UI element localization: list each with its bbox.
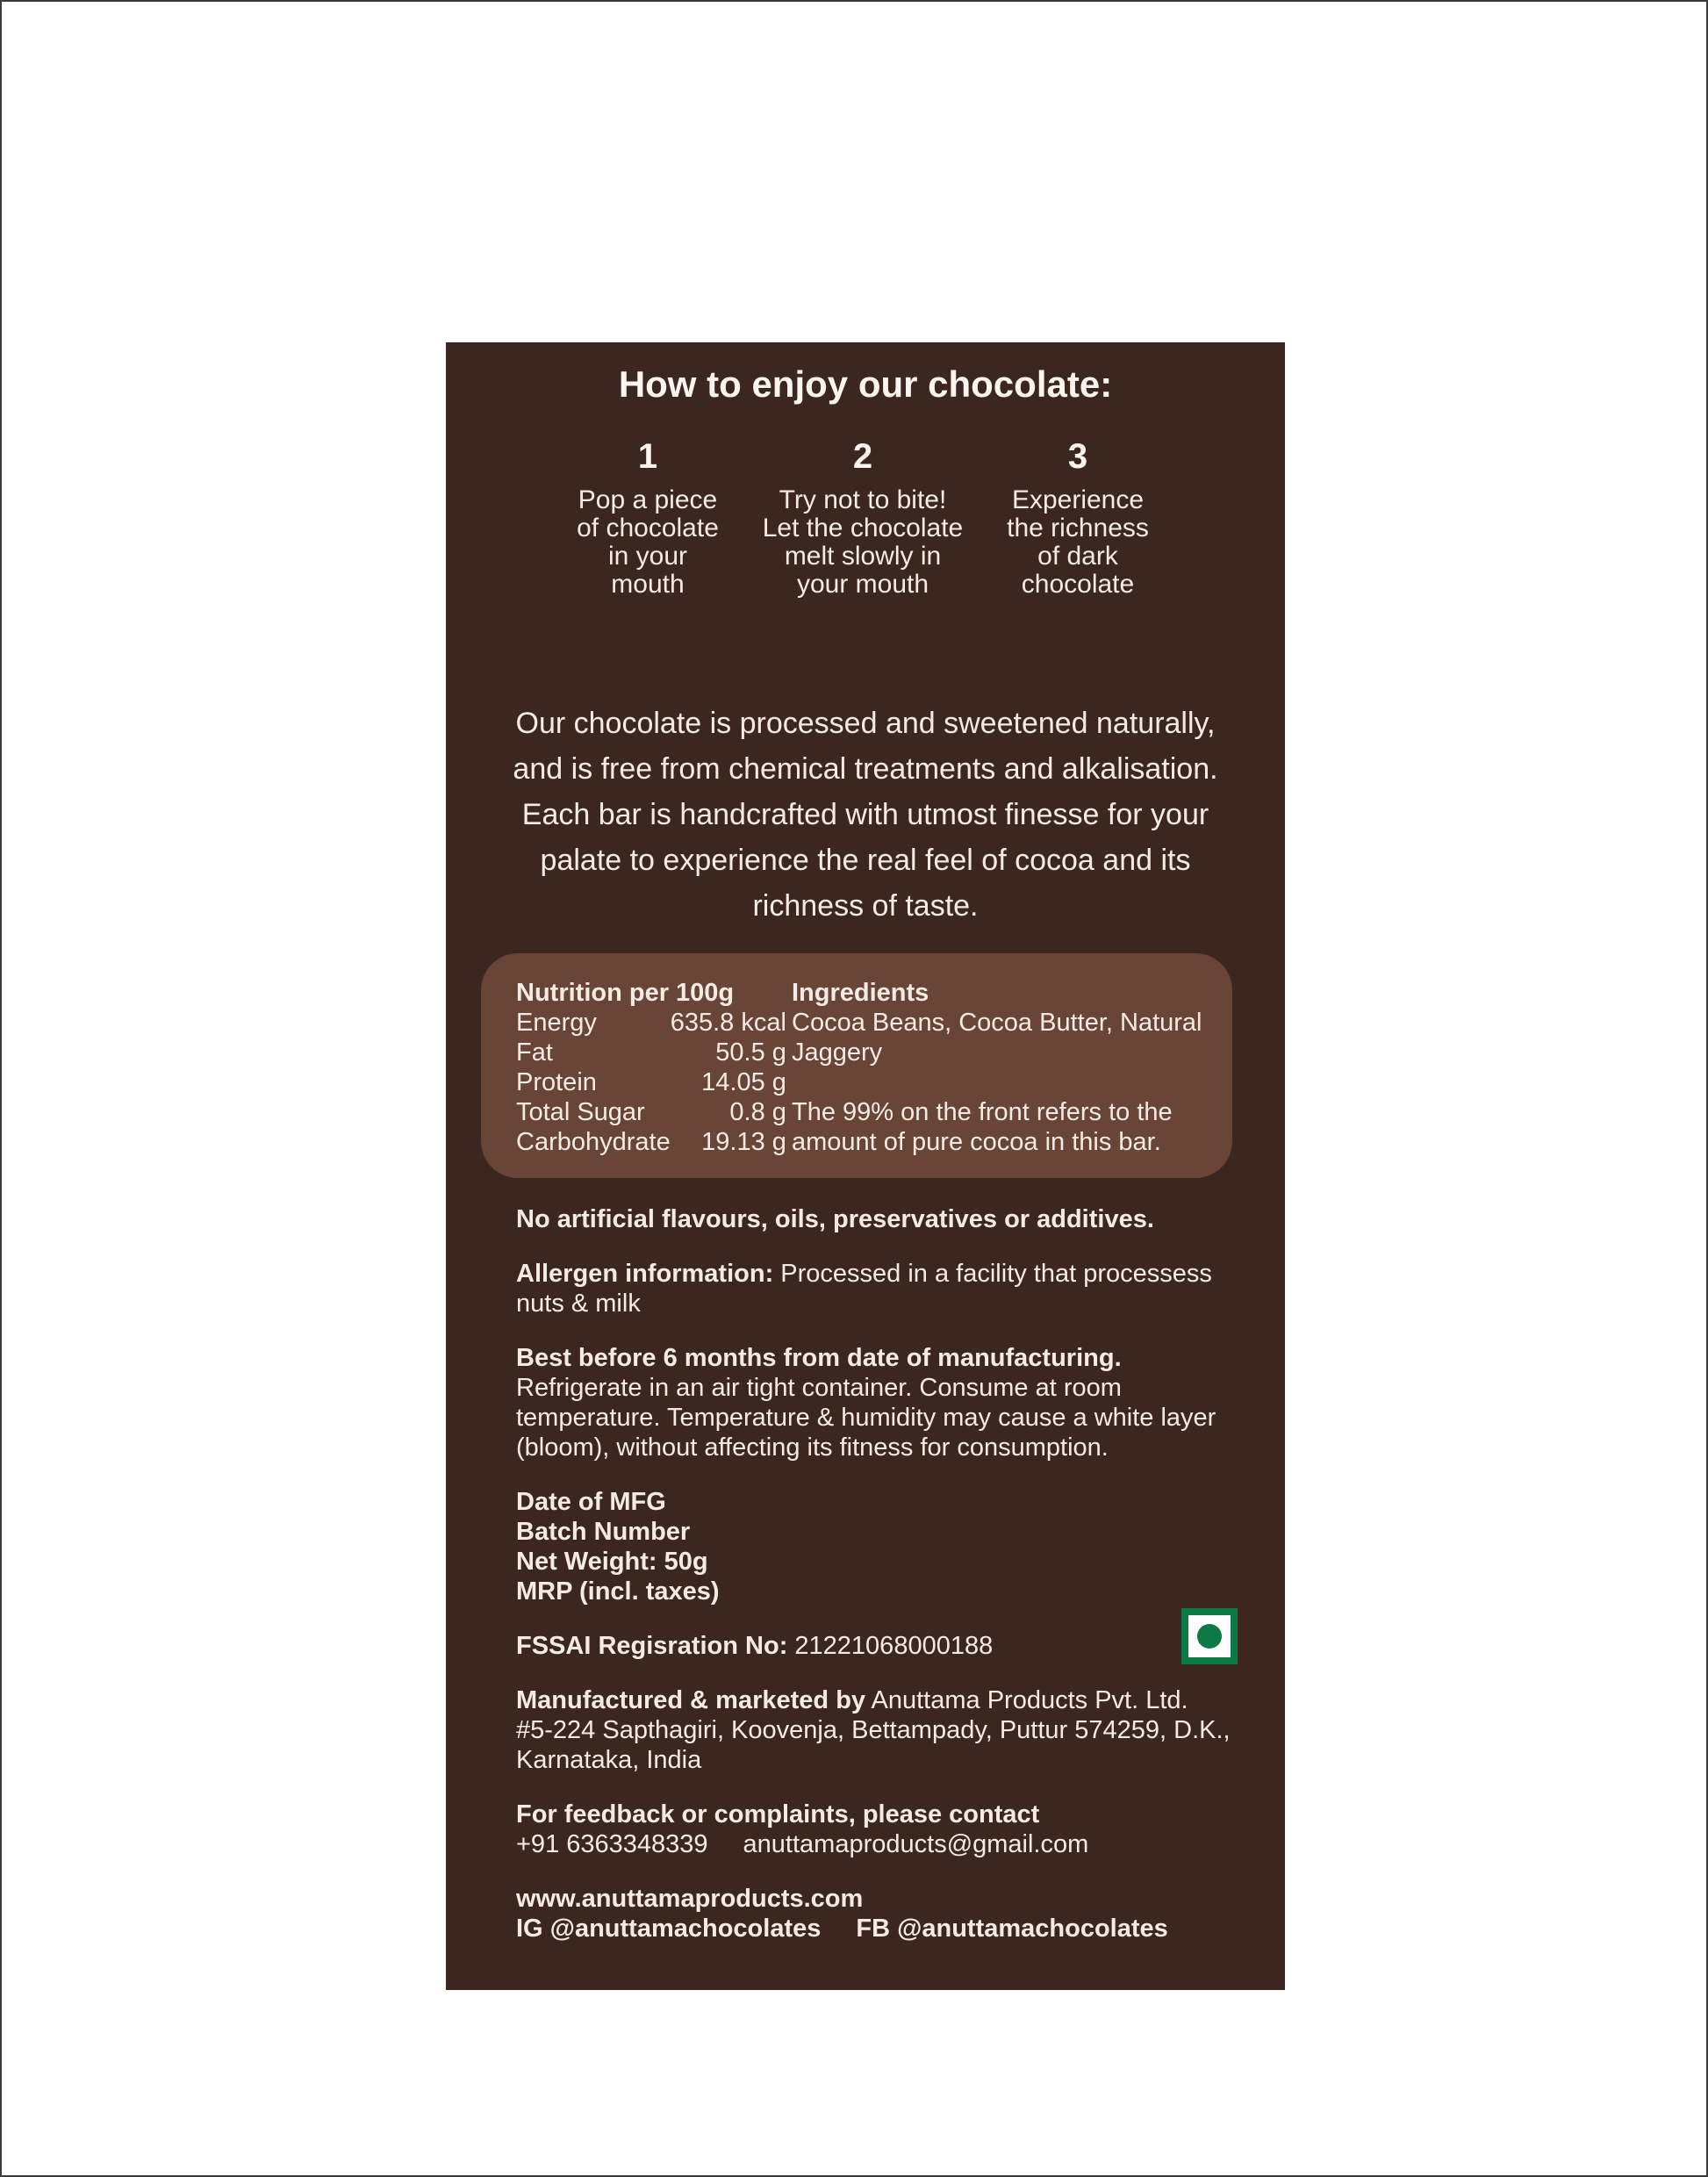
step-number: 2 [852,437,873,476]
fssai-label: FSSAI Regisration No: [516,1632,788,1660]
product-info [516,1204,1253,1968]
manufacturer-label: Manufactured & marketed by [516,1686,866,1714]
ingredients-title: Ingredients [792,979,929,1007]
allergen-info [516,1259,1253,1318]
nutrition-row [516,1038,786,1067]
fssai-info [516,1631,1253,1661]
step-text: Try not to bite! Let the chocolate melt slowly in your mouth [762,485,964,599]
label-panel [446,342,1285,1990]
fssai-number: 21221068000188 [787,1632,994,1660]
nutrition-row [516,1097,786,1127]
allergen-label: Allergen information: [516,1260,774,1288]
no-artificial-statement: No artificial flavours, oils, preservatives or additives. [516,1205,1154,1233]
ingredients-text: Cocoa Beans, Cocoa Butter, Natural Jaggery [792,1009,1202,1067]
mrp-label: MRP (incl. taxes) [516,1577,720,1606]
step-text: Pop a piece of chocolate in your mouth [577,485,719,599]
manufacturer-info [516,1685,1253,1775]
nutrient-label: Fat [516,1038,553,1067]
contact-title: For feedback or complaints, please contact [516,1800,1040,1829]
step-3 [964,434,1192,599]
mfg-date-label: Date of MFG [516,1488,666,1516]
packaging-details [516,1487,1253,1606]
step-text: Experience the richness of dark chocolate [1007,485,1149,599]
best-before-title: Best before 6 months from date of manufacturing. [516,1344,1122,1372]
nutrient-value: 14.05 g [701,1068,786,1096]
nutrition-title: Nutrition per 100g [516,979,735,1007]
step-number: 1 [637,437,658,476]
nutrient-value: 50.5 g [715,1038,786,1067]
manufacturer-address: #5-224 Sapthagiri, Koovenja, Bettampady, Puttur 574259, D.K., Karnataka, India [516,1716,1231,1774]
storage-text: Refrigerate in an air tight container. Consume at room temperature. Temperature & humidity may cause a white layer (bloom), without affecting its fitness for consumption. [516,1374,1216,1462]
nutrition-table [516,978,786,1157]
ingredients-block [792,978,1213,1157]
batch-number-label: Batch Number [516,1518,691,1546]
nutrition-row [516,1008,786,1038]
veg-mark-icon [1181,1608,1238,1664]
nutrition-row [516,1127,786,1157]
instagram-handle: IG @anuttamachocolates [516,1915,822,1943]
best-before-info [516,1343,1253,1462]
contact-email: anuttamaproducts@gmail.com [743,1830,1089,1858]
step-number: 3 [1067,437,1088,476]
website-link: www.anuttamaproducts.com [516,1885,864,1913]
net-weight: Net Weight: 50g [516,1548,708,1576]
nutrition-box [481,953,1232,1178]
step-1 [534,434,762,599]
contact-info [516,1800,1253,1859]
veg-dot [1197,1624,1222,1649]
manufacturer-name: Anuttama Products Pvt. Ltd. [865,1686,1188,1714]
intro-paragraph: Our chocolate is processed and sweetened naturally, and is free from chemical treatments and alkalisation. Each bar is handcrafted with utmost finesse for your palate to experience the real feel of cocoa and its richness of taste. [513,707,1218,923]
nutrient-value: 19.13 g [701,1128,786,1156]
nutrient-label: Energy [516,1009,597,1037]
nutrient-label: Protein [516,1068,597,1096]
enjoy-heading: How to enjoy our chocolate: [618,363,1113,405]
allergen-text: Processed in a facility that processess nuts & milk [516,1260,1212,1318]
cocoa-percent-note: The 99% on the front refers to the amount of pure cocoa in this bar. [792,1098,1173,1156]
nutrient-value: 0.8 g [729,1098,786,1126]
nutrient-label: Carbohydrate [516,1128,671,1156]
contact-phone: +91 6363348339 [516,1830,708,1858]
nutrient-value: 635.8 kcal [670,1009,786,1037]
social-links [516,1884,1253,1943]
step-2 [749,434,977,599]
nutrient-label: Total Sugar [516,1098,645,1126]
facebook-handle: FB @anuttamachocolates [856,1915,1168,1943]
nutrition-row [516,1067,786,1097]
